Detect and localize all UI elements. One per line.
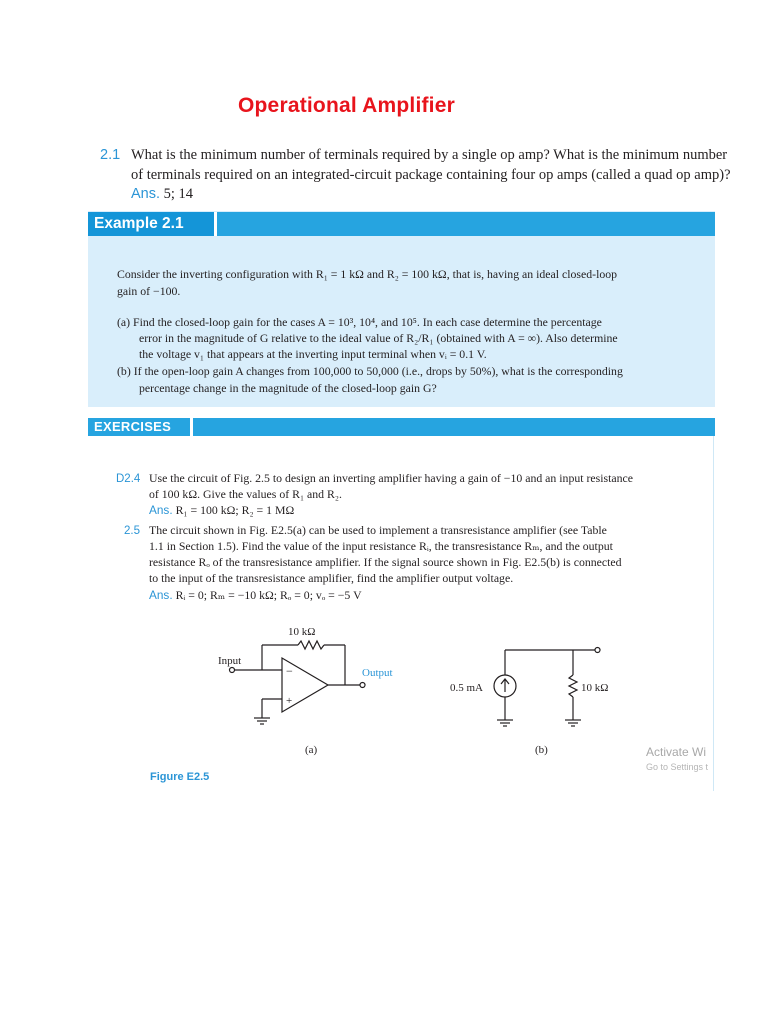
exercise-answer <box>149 587 362 604</box>
example-intro-line: Consider the inverting configuration with R₁ = 1 kΩ and R₂ = 100 kΩ, that is, having an ideal closed-loop <box>117 267 618 281</box>
exercise-line: The circuit shown in Fig. E2.5(a) can be used to implement a transresistance amplifier (see Table <box>149 523 607 537</box>
exercise-number: D2.4 <box>116 473 141 485</box>
answer-value: 5; 14 <box>163 186 194 202</box>
activation-watermark-sub: Go to Settings t <box>646 762 709 772</box>
exercise-line: of 100 kΩ. Give the values of R₁ and R₂. <box>149 487 342 501</box>
input-label: Input <box>218 655 242 667</box>
feedback-resistor-label: 10 kΩ <box>288 626 316 638</box>
answer-label: Ans. <box>149 503 173 517</box>
question-number: 2.1 <box>100 147 121 163</box>
exercise-line: Use the circuit of Fig. 2.5 to design an inverting amplifier having a gain of −10 and an input resistance <box>149 471 633 485</box>
answer-value: R₁ = 100 kΩ; R₂ = 1 MΩ <box>175 503 295 517</box>
figure-e2-5a-circuit <box>210 615 400 740</box>
exercise-number: 2.5 <box>124 525 140 537</box>
figure-caption: Figure E2.5 <box>150 771 210 783</box>
source-label: 0.5 mA <box>450 682 483 694</box>
example-intro-line: gain of −100. <box>117 284 181 298</box>
figure-subcaption-b: (b) <box>535 744 548 756</box>
noninverting-input-sign: + <box>286 695 293 707</box>
example-part-a-line: the voltage v₁ that appears at the inverting input terminal when vᵢ = 0.1 V. <box>139 347 487 361</box>
example-label: Example 2.1 <box>88 212 214 236</box>
input-terminal <box>230 668 235 673</box>
exercises-label-divider <box>190 418 193 436</box>
exercise-line: 1.1 in Section 1.5). Find the value of the input resistance Rᵢ, the transresistance Rₘ, and the output <box>149 539 613 553</box>
example-part-b-line: (b) If the open-loop gain A changes from 100,000 to 50,000 (i.e., drops by 50%), what is the corresponding <box>117 364 623 378</box>
question-line: of terminals required on an integrated-circuit package containing four op amps (called a quad op amp)? <box>131 166 731 183</box>
load-label: 10 kΩ <box>581 682 609 694</box>
example-label-divider <box>214 212 217 236</box>
example-part-b-line: percentage change in the magnitude of the closed-loop gain G? <box>139 381 437 395</box>
example-part-a-line: error in the magnitude of G relative to the ideal value of R₂/R₁ (obtained with A = ∞). Also determine <box>139 331 618 345</box>
feedback-resistor <box>298 641 324 649</box>
exercise-answer <box>149 502 294 519</box>
exercises-right-rule <box>713 436 714 791</box>
example-part-a-line: (a) Find the closed-loop gain for the cases A = 10³, 10⁴, and 10⁵. In each case determine the percentage <box>117 315 602 329</box>
answer-label: Ans. <box>131 186 161 202</box>
answer-line <box>131 185 731 205</box>
answer-value: Rᵢ = 0; Rₘ = −10 kΩ; Rₒ = 0; vₒ = −5 V <box>175 588 362 602</box>
source-terminal <box>595 648 600 653</box>
inverting-input-sign: − <box>286 664 293 678</box>
load-resistor <box>569 675 577 697</box>
figure-e2-5b-circuit <box>445 640 620 735</box>
activation-watermark: Activate Wi <box>646 745 707 759</box>
page-title: Operational Amplifier <box>238 94 455 117</box>
exercises-label: EXERCISES <box>88 418 190 436</box>
exercise-line: resistance Rₒ of the transresistance amplifier. If the signal source shown in Fig. E2.5(b) is connected <box>149 555 622 569</box>
question-line: What is the minimum number of terminals required by a single op amp? What is the minimum number <box>131 147 728 163</box>
exercise-line: to the input of the transresistance amplifier, find the amplifier output voltage. <box>149 571 514 585</box>
output-label: Output <box>362 667 393 679</box>
output-terminal <box>360 683 365 688</box>
figure-subcaption-a: (a) <box>305 744 318 756</box>
answer-label: Ans. <box>149 588 173 602</box>
